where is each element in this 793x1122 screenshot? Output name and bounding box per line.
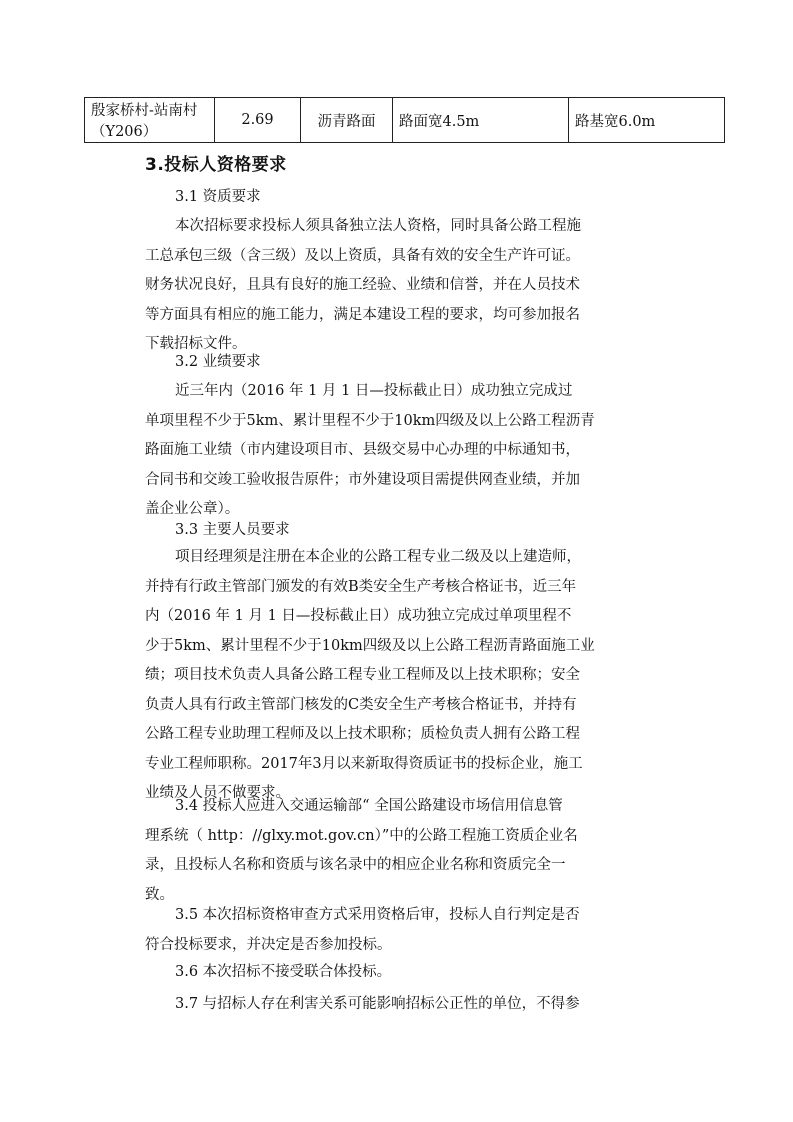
paragraph-registry <box>145 792 625 910</box>
subsection-heading: 3.1 资质要求 <box>175 189 261 205</box>
table-cell-surface-width: 路面宽4.5m <box>393 98 569 143</box>
text-line: 内（2016 年 1 月 1 日—投标截止日）成功独立完成过单项里程不 <box>145 608 572 624</box>
text-line: 3.6 本次招标不接受联合体投标。 <box>175 964 392 980</box>
subsection-heading: 3.2 业绩要求 <box>175 354 261 370</box>
text-line: 财务状况良好，且具有良好的施工经验、业绩和信誉，并在人员技术 <box>145 277 580 293</box>
text-line: 并持有行政主管部门颁发的有效B类安全生产考核合格证书，近三年 <box>145 578 577 595</box>
table-row <box>85 98 725 143</box>
text-line: 项目经理须是注册在本企业的公路工程专业二级及以上建造师， <box>175 549 581 565</box>
section-heading: 3.投标人资格要求 <box>145 155 287 175</box>
road-table <box>84 97 725 143</box>
text-line: 致。 <box>145 886 174 903</box>
text-line: 近三年内（2016 年 1 月 1 日—投标截止日）成功独立完成过 <box>175 383 573 399</box>
text-line: 理系统（ http：//glxy.mot.gov.cn）”中的公路工程施工资质企业名 <box>145 827 578 844</box>
paragraph-conflict <box>145 990 625 1020</box>
text-line: 符合投标要求，并决定是否参加投标。 <box>145 936 392 953</box>
table-cell-surface-type: 沥青路面 <box>301 98 393 143</box>
text-line: 盖企业公章）。 <box>145 501 240 517</box>
table-cell-length: 2.69 <box>215 98 301 143</box>
text-line: 业绩及人员不做要求。 <box>145 785 290 801</box>
text-line: 3.5 本次招标资格审查方式采用资格后审，投标人自行判定是否 <box>175 907 580 923</box>
text-line: 公路工程专业助理工程师及以上技术职称；质检负责人拥有公路工程 <box>145 726 580 742</box>
text-line: 单项里程不少于5km、累计里程不少于10km四级及以上公路工程沥青 <box>145 412 595 429</box>
paragraph-performance <box>145 377 625 525</box>
text-line: 3.7 与招标人存在利害关系可能影响招标公正性的单位，不得参 <box>175 996 580 1012</box>
text-line: 录，且投标人名称和资质与该名录中的相应企业名称和资质完全一 <box>145 857 566 873</box>
text-line: 等方面具有相应的施工能力，满足本建设工程的要求，均可参加报名 <box>145 306 580 323</box>
paragraph-qualification <box>145 212 625 360</box>
text-line: 负责人具有行政主管部门核发的C类安全生产考核合格证书，并持有 <box>145 696 577 713</box>
table-cell-base-width: 路基宽6.0m <box>569 98 725 143</box>
table-cell-road-name: 殷家桥村-站南村（Y206） <box>85 98 215 143</box>
paragraph-review-method <box>145 901 625 960</box>
subsection-heading: 3.3 主要人员要求 <box>175 522 290 538</box>
text-line: 专业工程师职称。2017年3月以来新取得资质证书的投标企业，施工 <box>145 755 583 772</box>
text-line: 下载招标文件。 <box>145 336 247 352</box>
text-line: 路面施工业绩（市内建设项目市、县级交易中心办理的中标通知书， <box>145 442 580 458</box>
paragraph-personnel <box>145 543 625 809</box>
text-line: 少于5km、累计里程不少于10km四级及以上公路工程沥青路面施工业 <box>145 637 595 654</box>
text-line: 绩；项目技术负责人具备公路工程专业工程师及以上技术职称；安全 <box>145 667 580 683</box>
text-line: 合同书和交竣工验收报告原件；市外建设项目需提供网查业绩，并加 <box>145 471 580 488</box>
text-line: 3.4 投标人应进入交通运输部“ 全国公路建设市场信用信息管 <box>175 798 563 814</box>
text-line: 本次招标要求投标人须具备独立法人资格，同时具备公路工程施 <box>175 218 581 234</box>
text-line: 工总承包三级（含三级）及以上资质，具备有效的安全生产许可证。 <box>145 247 580 264</box>
paragraph-consortium <box>145 958 625 988</box>
